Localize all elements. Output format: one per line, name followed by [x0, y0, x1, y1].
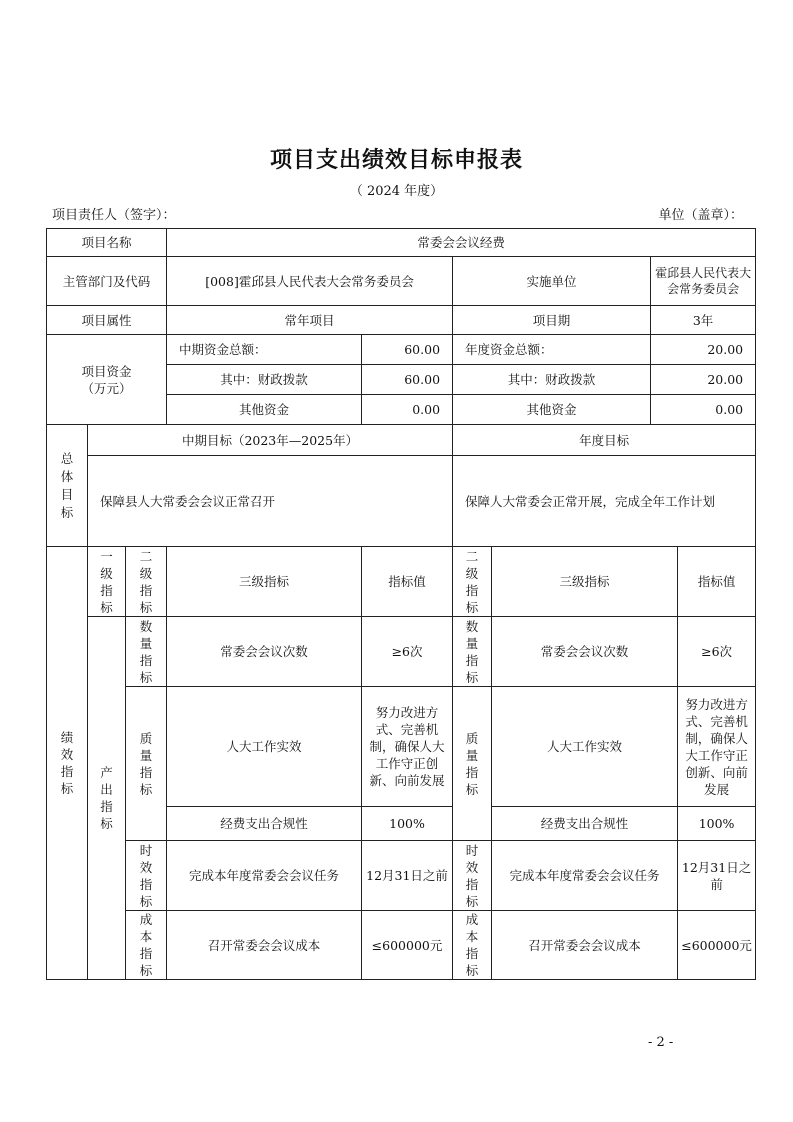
dept-label: 主管部门及代码 — [47, 257, 167, 306]
level2-header: 二级指标 — [126, 547, 167, 617]
fund-label: 项目资金（万元） — [47, 335, 167, 425]
year-fiscal-label: 其中：财政拨款 — [453, 365, 651, 395]
level2-header-year: 二级指标 — [453, 547, 492, 617]
year-total-label: 年度资金总额： — [453, 335, 651, 365]
indicator-value: 12月31日之前 — [362, 841, 453, 911]
indicator-name: 人大工作实效 — [167, 687, 362, 807]
indicator-value-year: ≤600000元 — [678, 911, 756, 980]
quality-indicator: 质量指标 — [126, 687, 167, 841]
time-indicator-year: 时效指标 — [453, 841, 492, 911]
value-header: 指标值 — [362, 547, 453, 617]
cost-indicator: 成本指标 — [126, 911, 167, 980]
indicator-value: ≥6次 — [362, 617, 453, 687]
impl-label: 实施单位 — [453, 257, 651, 306]
level1-header: 一级指标 — [88, 547, 126, 617]
dept-value: [008]霍邱县人民代表大会常务委员会 — [167, 257, 453, 306]
year-other-label: 其他资金 — [453, 395, 651, 425]
indicator-name: 完成本年度常委会会议任务 — [167, 841, 362, 911]
level3-header-year: 三级指标 — [492, 547, 678, 617]
indicator-name-year: 完成本年度常委会会议任务 — [492, 841, 678, 911]
year-total: 20.00 — [651, 335, 756, 365]
perf-label: 绩效指标 — [47, 547, 88, 980]
indicator-value-year: 12月31日之前 — [678, 841, 756, 911]
indicator-value-year: 100% — [678, 807, 756, 841]
performance-target-table — [46, 228, 756, 980]
indicator-name: 经费支出合规性 — [167, 807, 362, 841]
indicator-name: 常委会会议次数 — [167, 617, 362, 687]
qty-indicator: 数量指标 — [126, 617, 167, 687]
indicator-value-year: 努力改进方式、完善机制，确保人大工作守正创新、向前发展 — [678, 687, 756, 807]
year-goal-header: 年度目标 — [453, 425, 756, 456]
qty-indicator-year: 数量指标 — [453, 617, 492, 687]
year-line: （ 2024 年度） — [349, 184, 444, 199]
indicator-value: 努力改进方式、完善机制，确保人大工作守正创新、向前发展 — [362, 687, 453, 807]
indicator-value: 100% — [362, 807, 453, 841]
name-label: 项目名称 — [47, 229, 167, 257]
year-goal-text: 保障人大常委会正常开展，完成全年工作计划 — [453, 456, 756, 547]
output-indicator: 产出指标 — [88, 617, 126, 980]
overall-goal-label: 总体目标 — [47, 425, 88, 547]
page-number: - 2 - — [648, 1035, 674, 1050]
cost-indicator-year: 成本指标 — [453, 911, 492, 980]
indicator-name-year: 常委会会议次数 — [492, 617, 678, 687]
mid-other-label: 其他资金 — [167, 395, 362, 425]
mid-goal-text: 保障县人大常委会会议正常召开 — [88, 456, 453, 547]
unit-seal-label: 单位（盖章）： — [658, 208, 743, 223]
name-value: 常委会会议经费 — [167, 229, 756, 257]
indicator-name-year: 召开常委会会议成本 — [492, 911, 678, 980]
mid-fiscal: 60.00 — [362, 365, 453, 395]
year-other: 0.00 — [651, 395, 756, 425]
level3-header: 三级指标 — [167, 547, 362, 617]
time-indicator: 时效指标 — [126, 841, 167, 911]
period-value: 3年 — [651, 306, 756, 335]
attr-value: 常年项目 — [167, 306, 453, 335]
page-title: 项目支出绩效目标申报表 — [269, 148, 523, 173]
attr-label: 项目属性 — [47, 306, 167, 335]
indicator-name-year: 人大工作实效 — [492, 687, 678, 807]
mid-total: 60.00 — [362, 335, 453, 365]
value-header-year: 指标值 — [678, 547, 756, 617]
period-label: 项目期 — [453, 306, 651, 335]
indicator-value-year: ≥6次 — [678, 617, 756, 687]
quality-indicator-year: 质量指标 — [453, 687, 492, 841]
indicator-name: 召开常委会会议成本 — [167, 911, 362, 980]
impl-value: 霍邱县人民代表大会常务委员会 — [651, 257, 756, 306]
indicator-value: ≤600000元 — [362, 911, 453, 980]
mid-goal-header: 中期目标（2023年—2025年） — [88, 425, 453, 456]
mid-total-label: 中期资金总额： — [167, 335, 362, 365]
mid-other: 0.00 — [362, 395, 453, 425]
responsible-signature-label: 项目责任人（签字）： — [52, 208, 176, 223]
indicator-name-year: 经费支出合规性 — [492, 807, 678, 841]
year-fiscal: 20.00 — [651, 365, 756, 395]
mid-fiscal-label: 其中：财政拨款 — [167, 365, 362, 395]
